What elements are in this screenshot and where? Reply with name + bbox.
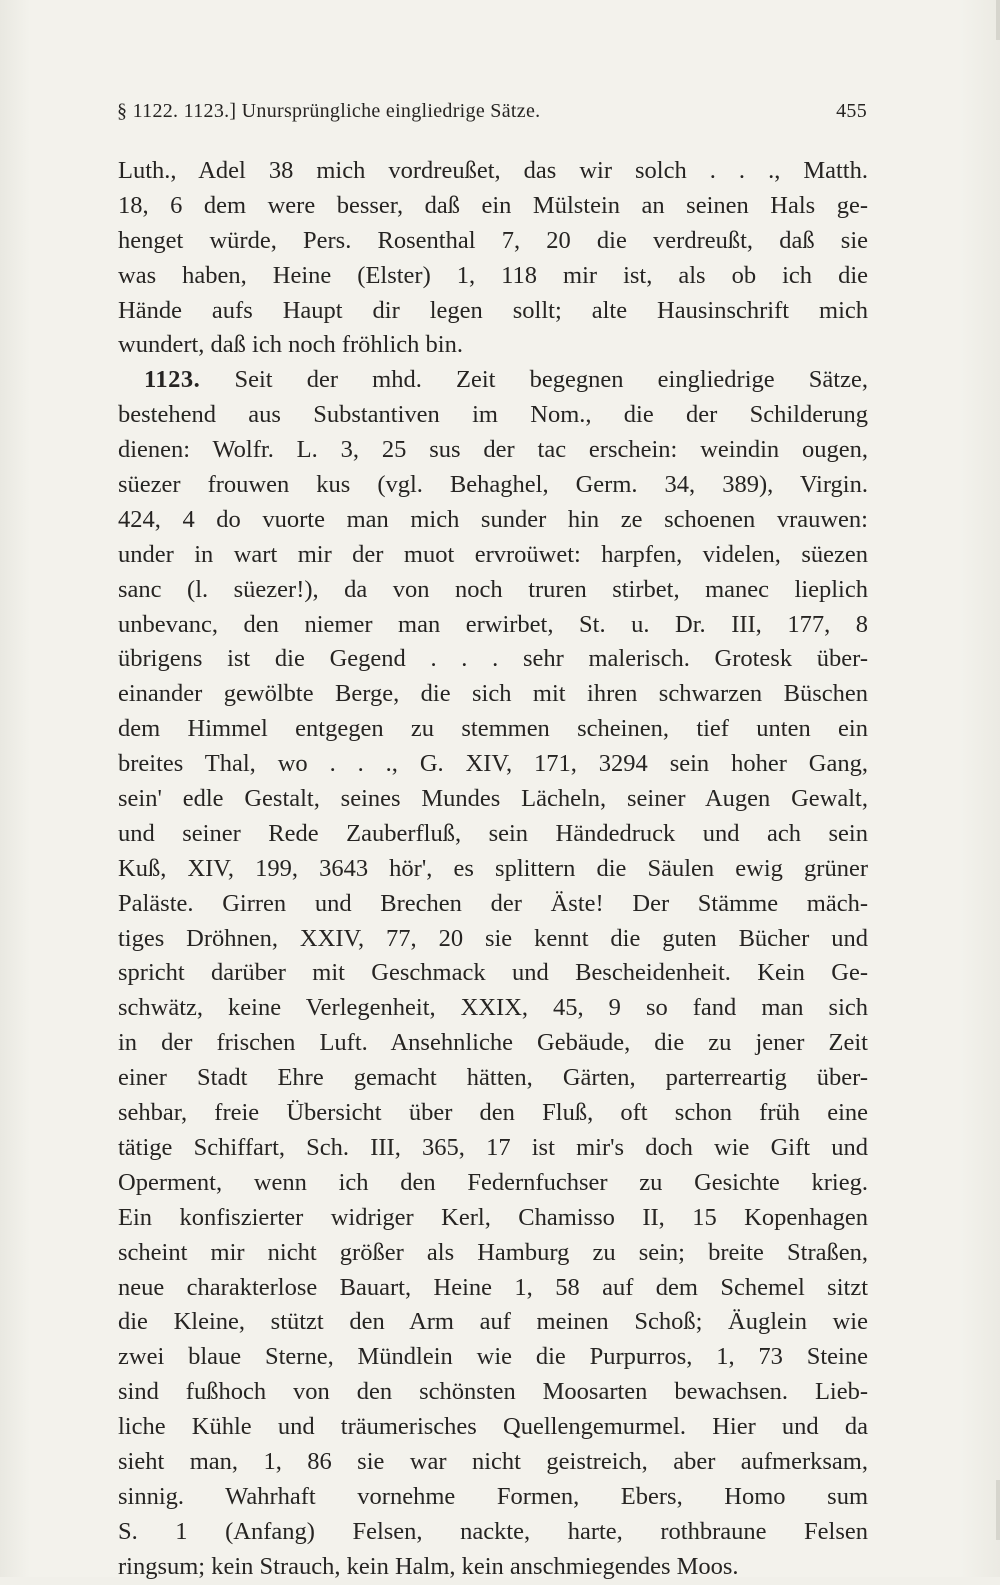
text-line: dem Himmel entgegen zu stemmen scheinen, tief unten ein [118,715,868,743]
text-line: sind fußhoch von den schönsten Moosarten bewachsen. Lieb- [118,1378,868,1406]
text-line: süezer frouwen kus (vgl. Behaghel, Germ. 34, 389), Virgin. [118,471,868,499]
section-number: 1123. [144,366,201,394]
text-line: sinnig. Wahrhaft vornehme Formen, Ebers, Homo sum [118,1482,868,1510]
text-line: dienen: Wolfr. L. 3, 25 sus der tac erschein: weindin ougen, [118,436,868,464]
margin-mark [996,0,1000,40]
text-line: sein' edle Gestalt, seines Mundes Lächeln, seiner Augen Gewalt, [118,785,868,813]
page-number: 455 [836,100,867,122]
text-line: Paläste. Girren und Brechen der Äste! Der Stämme mäch- [118,889,868,917]
margin-mark [996,1480,1000,1540]
text-line: in der frischen Luft. Ansehnliche Gebäude, die zu jener Zeit [118,1029,868,1057]
text-line: henget würde, Pers. Rosenthal 7, 20 die verdreußt, daß sie [118,226,868,254]
text-line: under in wart mir der muot ervroüwet: harpfen, videlen, süezen [118,540,868,568]
text-line: unbevanc, den niemer man erwirbet, St. u. Dr. III, 177, 8 [118,610,868,638]
text-line: breites Thal, wo . . ., G. XIV, 171, 3294 sein hoher Gang, [118,750,868,778]
text-line: sanc (l. süezer!), da von noch truren stirbet, manec lieplich [118,575,868,603]
page-header [117,100,867,130]
text-line: tiges Dröhnen, XXIV, 77, 20 sie kennt die guten Bücher und [118,924,868,952]
section-heading-line [118,363,868,398]
text-line: scheint mir nicht größer als Hamburg zu sein; breite Straßen, [118,1238,868,1266]
text-line: liche Kühle und träumerisches Quellengemurmel. Hier und da [118,1413,868,1441]
text-line: 424, 4 do vuorte man mich sunder hin ze schoenen vrauwen: [118,505,868,533]
text-line: tätige Schiffart, Sch. III, 365, 17 ist mir's doch wie Gift und [118,1133,868,1161]
text-line: Ein konfiszierter widriger Kerl, Chamisso II, 15 Kopenhagen [118,1203,868,1231]
text-line: bestehend aus Substantiven im Nom., die der Schilderung [118,401,868,429]
text-line: und seiner Rede Zauberfluß, sein Händedruck und ach sein [118,819,868,847]
text-line: Kuß, XIV, 199, 3643 hör', es splittern die Säulen ewig grüner [118,854,868,882]
text-line: neue charakterlose Bauart, Heine 1, 58 auf dem Schemel sitzt [118,1273,868,1301]
text-line: einer Stadt Ehre gemacht hätten, Gärten, parterreartig über- [118,1064,868,1092]
text-line: ringsum; kein Strauch, kein Halm, kein anschmiegendes Moos. [118,1552,739,1580]
text-line: zwei blaue Sterne, Mündlein wie die Purpurros, 1, 73 Steine [118,1343,868,1371]
text-line: sieht man, 1, 86 sie war nicht geistreich, aber aufmerksam, [118,1447,868,1475]
text-line: die Kleine, stützt den Arm auf meinen Schoß; Äuglein wie [118,1308,868,1336]
text-line: wundert, daß ich noch fröhlich bin. [118,331,463,359]
running-title: § 1122. 1123.] Unursprüngliche eingliedrige Sätze. [117,100,541,122]
text-line: S. 1 (Anfang) Felsen, nackte, harte, rothbraune Felsen [118,1517,868,1545]
text-line: Hände aufs Haupt dir legen sollt; alte Hausinschrift mich [118,296,868,324]
text-line: sehbar, freie Übersicht über den Fluß, oft schon früh eine [118,1099,868,1127]
text-line: Operment, wenn ich den Federnfuchser zu Gesichte krieg. [118,1168,868,1196]
text-line: was haben, Heine (Elster) 1, 118 mir ist, als ob ich die [118,261,868,289]
text-line: 18, 6 dem were besser, daß ein Mülstein an seinen Hals ge- [118,191,868,219]
text-line: spricht darüber mit Geschmack und Bescheidenheit. Kein Ge- [118,959,868,987]
section-lead-text: Seit der mhd. Zeit begegnen eingliedrige Sätze, [200,366,868,394]
body-text [118,154,868,1585]
text-line: einander gewölbte Berge, die sich mit ihren schwarzen Büschen [118,680,868,708]
text-line: schwätz, keine Verlegenheit, XXIX, 45, 9 so fand man sich [118,994,868,1022]
text-line: Luth., Adel 38 mich vordreußet, das wir solch . . ., Matth. [118,157,868,184]
text-line: übrigens ist die Gegend . . . sehr malerisch. Grotesk über- [118,645,868,673]
